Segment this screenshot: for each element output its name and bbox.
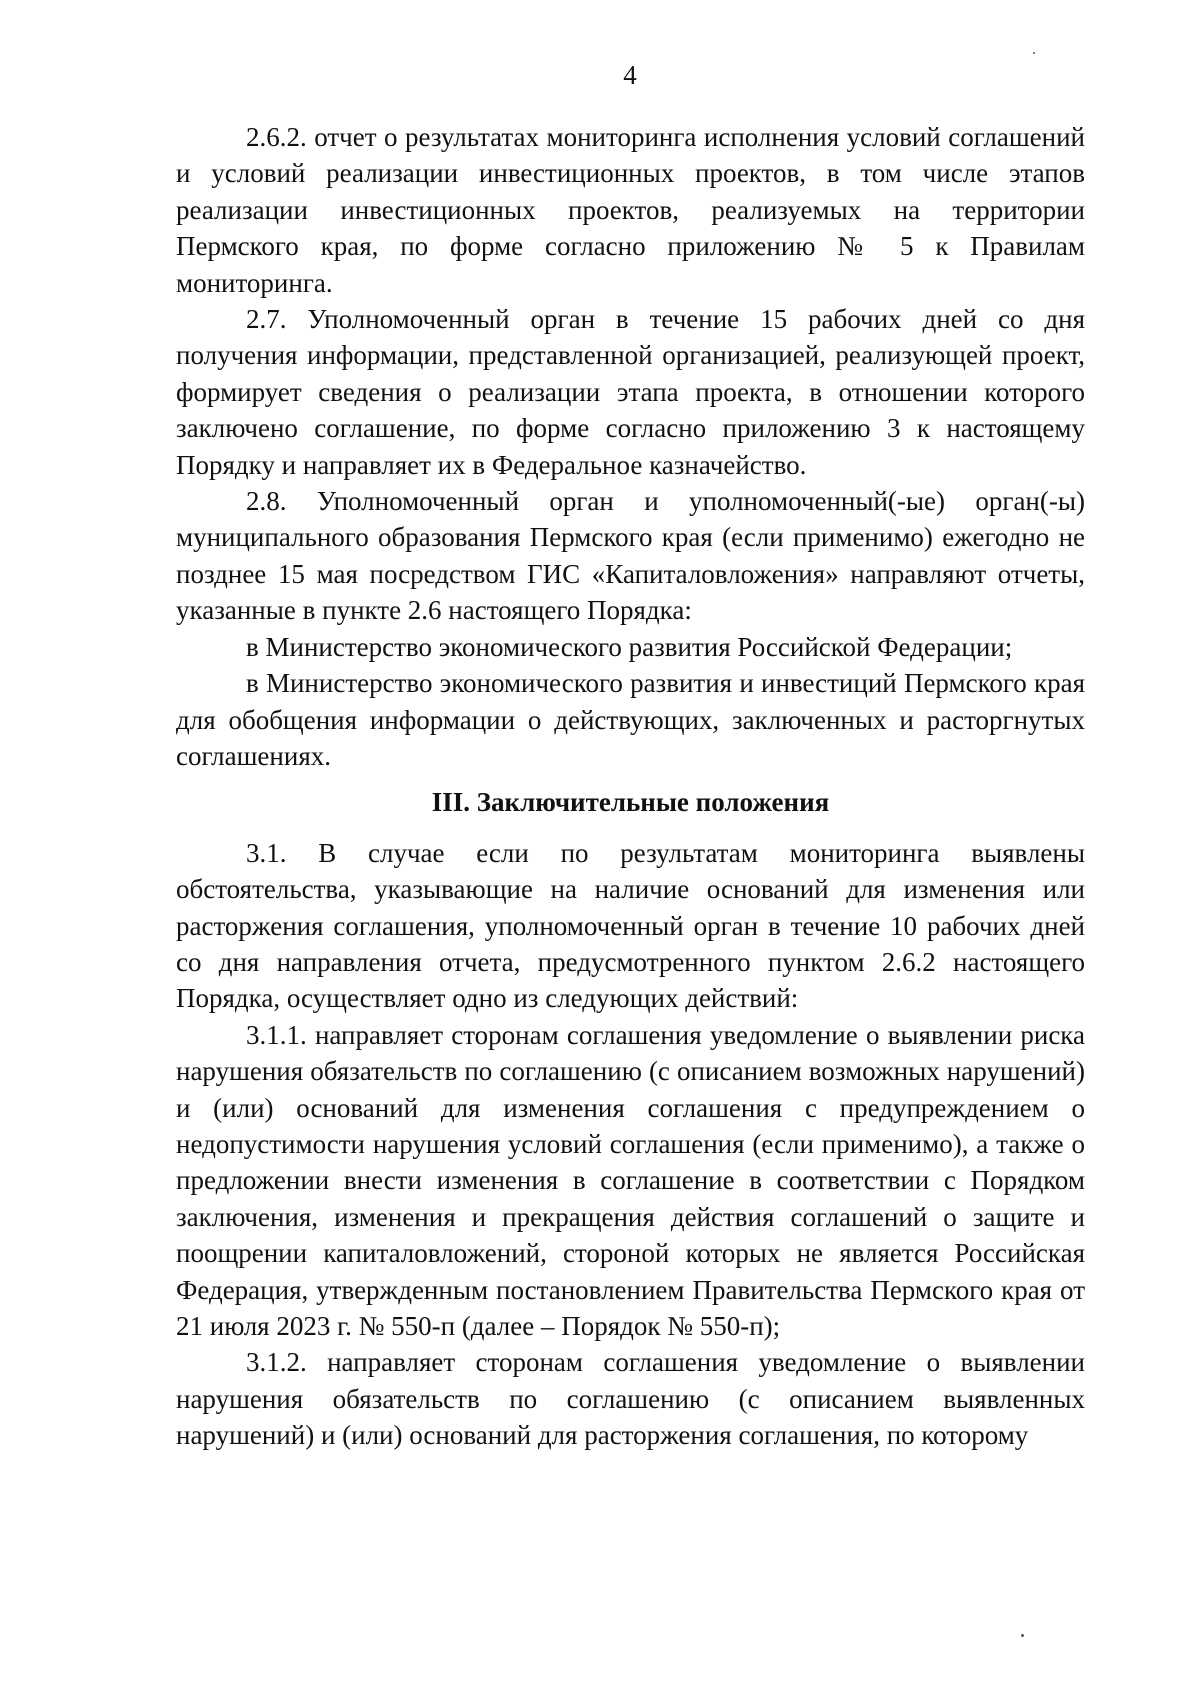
section-heading: III. Заключительные положения <box>431 787 830 818</box>
document-body <box>176 119 1085 1454</box>
scan-speck <box>1021 1634 1024 1637</box>
paragraph-3-1-1: 3.1.1. направляет сторонам соглашения уведомление о выявлении риска нарушения обязательств по соглашению (с описанием возможных нарушений) и (или) оснований для изменения соглашения с предупреждением о недопустимости нарушения условий соглашения (если применимо), а также о предложении внести изменения в соглашение в соответствии с Порядком заключения, изменения и прекращения действия соглашений о защите и поощрении капиталовложений, стороной которых не является Российская Федерация, утвержденным постановлением Правительства Пермского края от 21 июля 2023 г. № 550-п (далее – Порядок № 550-п); <box>176 1019 1085 1341</box>
page-number: 4 <box>623 60 637 90</box>
paragraph-2-8: 2.8. Уполномоченный орган и уполномоченный(-ые) орган(-ы) муниципального образования Пермского края (если применимо) ежегодно не позднее 15 мая посредством ГИС «Капиталовложения» направляют отчеты, указанные в пункте 2.6 настоящего Порядка: <box>176 486 1085 626</box>
spacer <box>176 821 1085 835</box>
scan-speck <box>1033 52 1035 54</box>
paragraph-2-6-2: 2.6.2. отчет о результатах мониторинга исполнения условий соглашений и условий реализации инвестиционных проектов, в том числе этапов реализации инвестиционных проектов, реализуемых на территории Пермского края, по форме согласно приложению № 5 к Правилам мониторинга. <box>176 122 1085 298</box>
spacer <box>176 774 1085 784</box>
paragraph-3-1-2: 3.1.2. направляет сторонам соглашения уведомление о выявлении нарушения обязательств по соглашению (с описанием выявленных нарушений) и (или) оснований для расторжения соглашения, по которому <box>176 1347 1085 1451</box>
paragraph-3-1: 3.1. В случае если по результатам мониторинга выявлены обстоятельства, указывающие на наличие оснований для изменения или расторжения соглашения, уполномоченный орган в течение 10 рабочих дней со дня направления отчета, предусмотренного пунктом 2.6.2 настоящего Порядка, осуществляет одно из следующих действий: <box>176 837 1085 1014</box>
paragraph-recipient-ministry-federal: в Министерство экономического развития Российской Федерации; <box>246 631 1013 662</box>
paragraph-recipient-ministry-regional: в Министерство экономического развития и инвестиций Пермского края для обобщения информации о действующих, заключенных и расторгнутых соглашениях. <box>176 668 1085 771</box>
paragraph-2-7: 2.7. Уполномоченный орган в течение 15 рабочих дней со дня получения информации, представленной организацией, реализующей проект, формирует сведения о реализации этапа проекта, в отношении которого заключено соглашение, по форме согласно приложению 3 к настоящему Порядку и направляет их в Федеральное казначейство. <box>176 304 1085 480</box>
